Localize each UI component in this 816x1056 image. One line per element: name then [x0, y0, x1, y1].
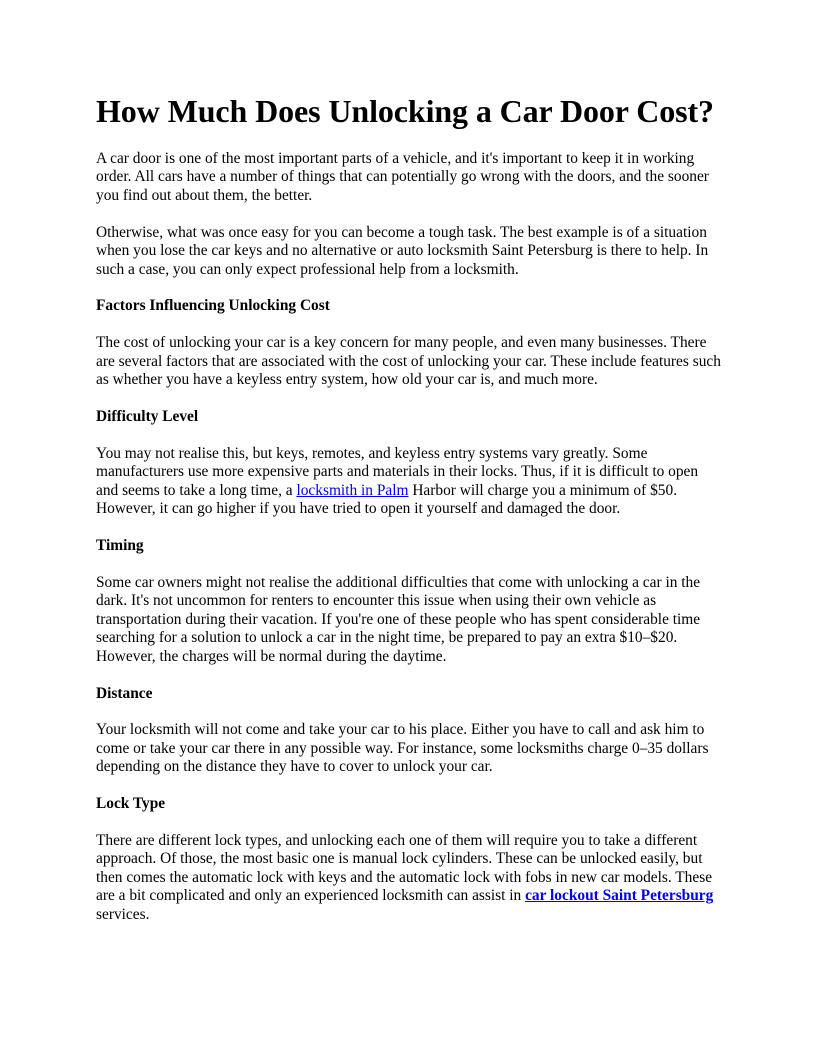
timing-heading: Timing	[96, 537, 144, 555]
difficulty-paragraph	[96, 445, 722, 519]
intro-paragraph-2: Otherwise, what was once easy for you can become a tough task. The best example is of a situation when you lose the car keys and no alternative or auto locksmith Saint Petersburg is there to help. In such a case, you can only expect professional help from a locksmith.	[96, 223, 709, 278]
timing-paragraph: Some car owners might not realise the additional difficulties that come with unlocking a car in the dark. It's not uncommon for renters to encounter this issue when using their own vehicle as transportation during their vacation. If you're one of these people who has spent considerable time searching for a solution to unlock a car in the night time, be prepared to pay an extra $10–$20. However, the charges will be normal during the daytime.	[96, 574, 701, 665]
factors-paragraph: The cost of unlocking your car is a key concern for many people, and even many businesses. There are several factors that are associated with the cost of unlocking your car. These include features such as whether you have a keyless entry system, how old your car is, and much more.	[96, 334, 721, 389]
intro-paragraph-1: A car door is one of the most important parts of a vehicle, and it's important to keep it in working order. All cars have a number of things that can potentially go wrong with the doors, and the sooner you find out about them, the better.	[96, 150, 709, 204]
difficulty-text-before: You may not realise this, but keys, remotes, and keyless entry systems vary greatly. Some manufacturers use more expensive parts and materials in their locks. Thus, if it is difficult to open and seems to take a long time, a	[96, 444, 699, 499]
lock-type-text-before: There are different lock types, and unlocking each one of them will require you to take a different approach. Of those, the most basic one is manual lock cylinders. These can be unlocked easily, but then comes the automatic lock with keys and the automatic lock with fobs in new car models. These are a bit complicated and only an experienced locksmith can assist in	[96, 832, 713, 905]
locksmith-palm-link[interactable]: locksmith in Palm	[296, 481, 409, 499]
distance-paragraph: Your locksmith will not come and take your car to his place. Either you have to call and ask him to come or take your car there in any possible way. For instance, some locksmiths charge 0–35 dollars depending on the distance they have to cover to unlock your car.	[96, 721, 709, 776]
car-lockout-link[interactable]: car lockout Saint Petersburg	[525, 887, 714, 905]
distance-heading: Distance	[96, 684, 153, 702]
lock-type-heading: Lock Type	[96, 795, 166, 813]
factors-heading: Factors Influencing Unlocking Cost	[96, 297, 330, 315]
lock-type-text-after: services.	[96, 905, 150, 923]
document-page	[96, 92, 722, 943]
difficulty-text-after: Harbor will charge you a minimum of $50. However, it can go higher if you have tried to open it yourself and damaged the door.	[96, 481, 678, 518]
page-title: How Much Does Unlocking a Car Door Cost?	[96, 93, 714, 129]
lock-type-paragraph	[96, 832, 722, 924]
difficulty-heading: Difficulty Level	[96, 408, 199, 426]
